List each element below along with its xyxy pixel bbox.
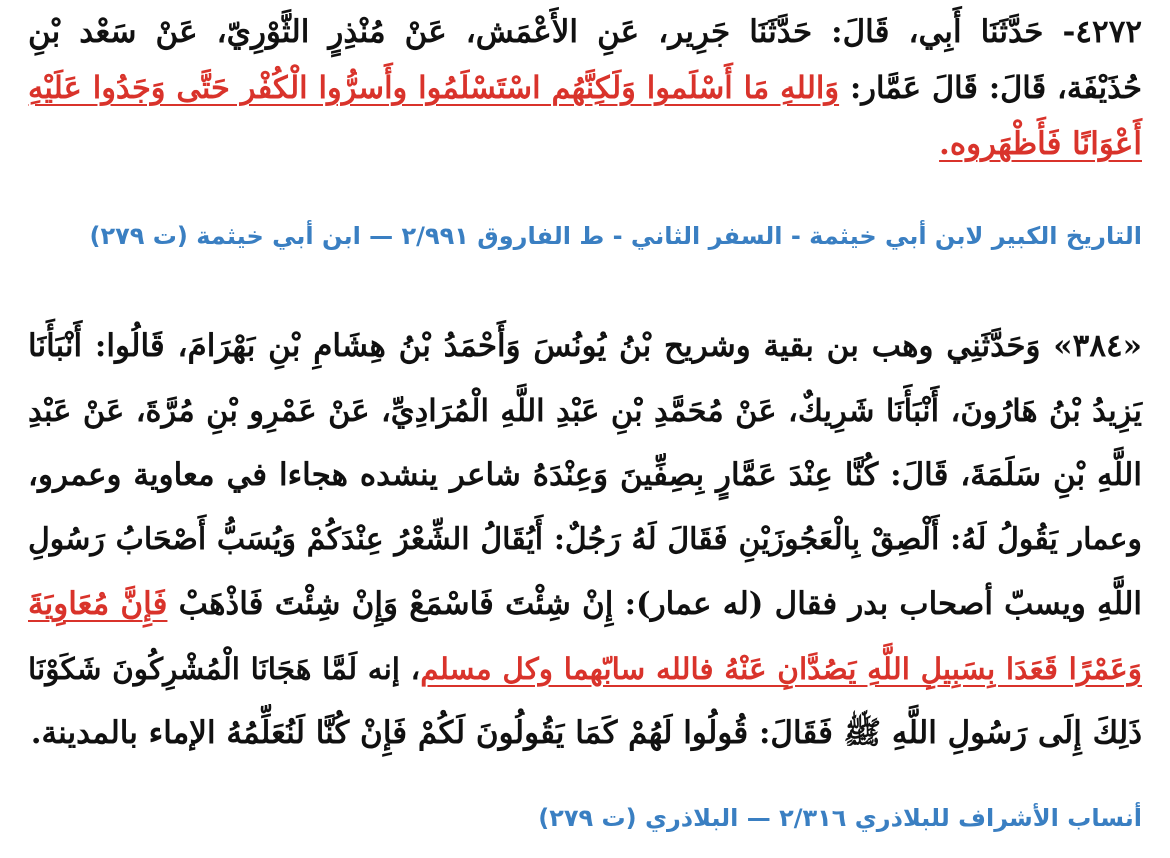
hadith-384-line-1: «٣٨٤» وَحَدَّثَنِي وهب بن بقية وشريح بْنُ يُونُسَ وَأَحْمَدُ بْنُ هِشَامِ بْنِ بَهْرَامَ، قَالُوا: أَنْبَأَنَا <box>28 328 1142 364</box>
hadith-384-line-5 <box>28 572 1142 637</box>
hadith-4272 <box>28 4 1142 172</box>
hadith-384-line-2: يَزِيدُ بْنُ هَارُونَ، أَنْبَأَنَا شَرِيكٌ، عَنْ مُحَمَّدِ بْنِ عَبْدِ اللَّهِ الْمُرَادِيِّ، عَنْ عَمْرِو بْنِ مُرَّةَ، عَنْ عَبْدِ <box>28 392 1142 429</box>
hadith-384 <box>28 314 1142 766</box>
hadith-384-line-5-text: اللَّهِ ويسبّ أصحاب بدر فقال (له عمار): إِنْ شِئْتَ فَاسْمَعْ وَإِنْ شِئْتَ فَاذْهَبْ <box>167 586 1143 622</box>
hadith-4272-line-1: ٤٢٧٢- حَدَّثَنَا أَبِي، قَالَ: حَدَّثَنَا جَرِير، عَنِ الأَعْمَش، عَنْ مُنْذِرٍ الثَّوْرِيّ، عَنْ سَعْد بْنِ <box>28 14 1142 50</box>
hadith-384-line-3: اللَّهِ بْنِ سَلَمَةَ، قَالَ: كُنَّا عِنْدَ عَمَّارٍ بِصِفِّينَ وَعِنْدَهُ شاعر ينشده هجاءا في معاوية وعمرو، <box>28 457 1142 493</box>
hadith-384-line-6-text: ، إنه لَمَّا هَجَانَا الْمُشْرِكُونَ شَكَوْنَا <box>28 650 421 686</box>
highlighted-phrase: وَعَمْرًا قَعَدَا بِسَبِيلِ اللَّهِ يَصُدَّانِ عَنْهُ فالله سابّهما وكل مسلم <box>420 650 1142 686</box>
hadith-4272-line-2 <box>28 60 1142 116</box>
highlighted-quote-end: أَعْوَانًا فَأَظْهَروه. <box>939 126 1142 162</box>
highlighted-phrase-start: فَإِنَّ مُعَاوِيَةَ <box>28 586 168 622</box>
hadith-384-line-6 <box>28 637 1142 702</box>
document-page <box>28 0 1142 858</box>
source-citation-2-text: أنساب الأشراف للبلاذري ٢/٣١٦ — البلاذري (ت ٢٧٩) <box>538 804 1142 832</box>
hadith-384-line-7: ذَلِكَ إِلَى رَسُولِ اللَّهِ ﷺ فَقَالَ: قُولُوا لَهُمْ كَمَا يَقُولُونَ لَكُمْ فَإِنْ كُنَّا لَنُعَلِّمُهُ الإماء بالمدينة. <box>30 715 1142 751</box>
source-citation-2 <box>28 794 1142 842</box>
source-citation-1-text: التاريخ الكبير لابن أبي خيثمة - السفر الثاني - ط الفاروق ٢/٩٩١ — ابن أبي خيثمة (ت ٢٧٩) <box>89 222 1142 250</box>
hadith-4272-line-2-text: حُذَيْفَة، قَالَ: قَالَ عَمَّار: <box>839 70 1142 106</box>
highlighted-quote: وَاللهِ مَا أَسْلَموا وَلَكِنَّهُم اسْتَسْلَمُوا وأَسرُّوا الْكُفْر حَتَّى وَجَدُوا عَلَيْهِ <box>28 70 840 106</box>
hadith-4272-line-3 <box>28 116 1142 172</box>
source-citation-1 <box>28 212 1142 260</box>
hadith-384-line-4: وعمار يَقُولُ لَهُ: أَلْصِقْ بِالْعَجُوزَيْنِ فَقَالَ لَهُ رَجُلٌ: أَيُقَالُ الشِّعْرُ عِنْدَكُمْ وَيُسَبُّ أَصْحَابُ رَسُولِ <box>28 521 1142 557</box>
